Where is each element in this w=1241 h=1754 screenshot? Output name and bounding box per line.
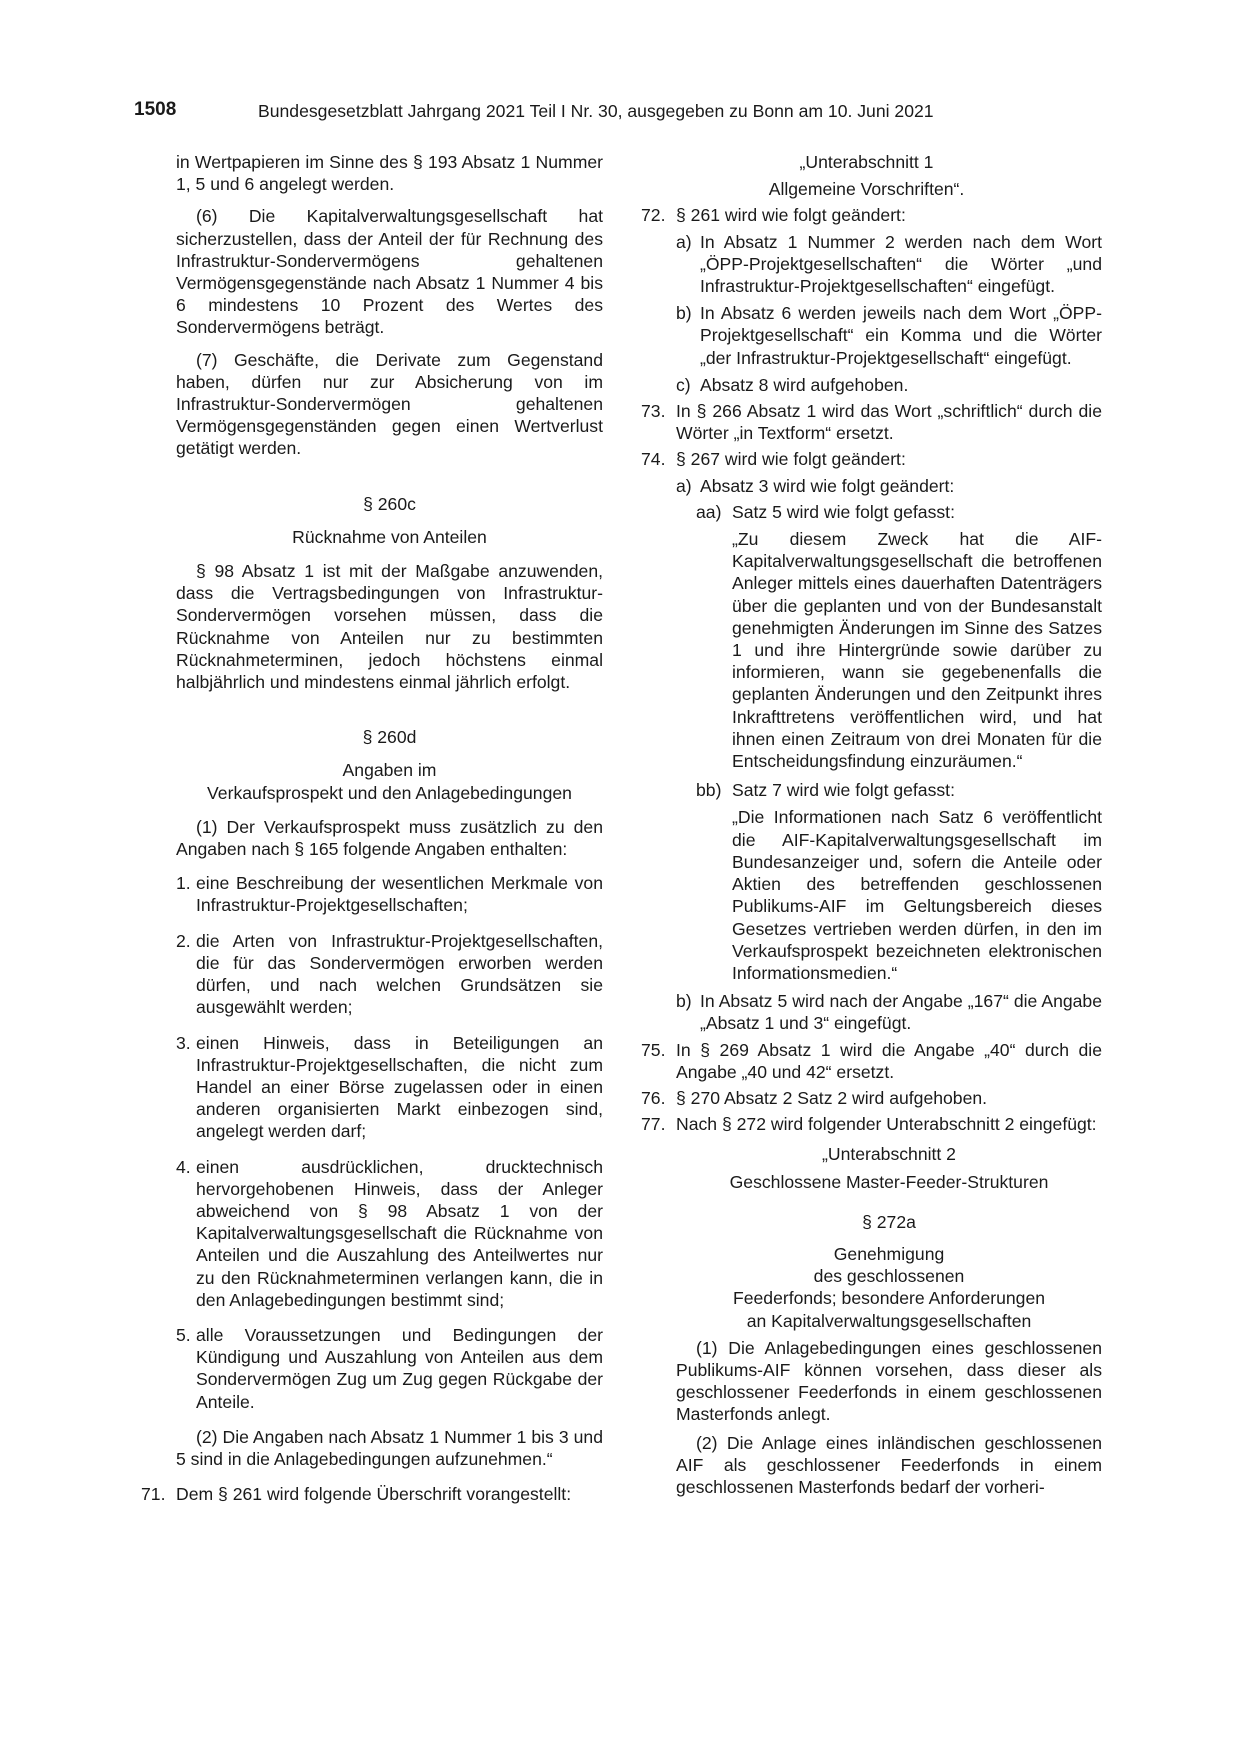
page-number: 1508 — [134, 99, 177, 120]
subsection-1-heading-line1: „Unterabschnitt 1 — [799, 152, 934, 172]
amendment-number: 76. — [641, 1087, 666, 1108]
amendment-item-74aa — [676, 501, 1102, 523]
sub-sub-item-letter: aa) — [696, 501, 722, 522]
list-item-number: 5. — [176, 1324, 191, 1345]
list-item-text: einen Hinweis, dass in Beteiligungen an Infrastruktur-Projektgesellschaften, die nicht zum Handel an einer Börse zugelassen oder in einen anderen organisierten Markt einbezogen sind, angelegt werden darf; — [196, 1032, 603, 1142]
amendment-item-74bb — [676, 779, 1102, 801]
amendment-text: Nach § 272 wird folgender Unterabschnitt 2 eingefügt: — [676, 1114, 1097, 1135]
amendment-item-77 — [641, 1113, 1102, 1135]
sub-item-text: In Absatz 5 wird nach der Angabe „167“ die Angabe „Absatz 1 und 3“ eingefügt. — [700, 991, 1102, 1034]
amendment-item-71 — [141, 1483, 603, 1505]
sub-sub-item-letter: bb) — [696, 780, 722, 801]
amendment-item-74b — [676, 990, 1102, 1034]
list-item-number: 1. — [176, 873, 191, 894]
amendment-number: 74. — [641, 449, 666, 470]
amendment-number: 77. — [641, 1114, 666, 1135]
amendment-text: § 270 Absatz 2 Satz 2 wird aufgehoben. — [676, 1087, 988, 1108]
list-item — [176, 1324, 603, 1413]
quoted-text-bb: „Die Informationen nach Satz 6 veröffentlicht die AIF-Kapitalverwaltungsgesellschaft im Bundesanzeiger und, sofern die Anteile oder Aktien des betreffenden geschlossenen Publikums-AIF im Geltungsbereich dieses Gesetzes vertrieben werden dürfen, in den im Verkaufsprospekt bezeichneten elektronischen Informationsmedien.“ — [732, 807, 1102, 983]
section-272a-title-line4: an Kapitalverwaltungsgesellschaften — [746, 1310, 1032, 1331]
sub-item-text: Absatz 8 wird aufgehoben. — [700, 374, 909, 395]
sub-item-letter: a) — [676, 231, 692, 252]
list-item — [176, 1156, 603, 1311]
list-item-text: alle Voraussetzungen und Bedingungen der Kündigung und Auszahlung von Anteilen aus dem Sondervermögen Zug um Zug gegen Rückgabe der Anteile. — [196, 1324, 603, 1412]
amendment-text: § 267 wird wie folgt geändert: — [676, 449, 906, 470]
sub-item-letter: b) — [676, 303, 692, 324]
amendment-item-72b — [676, 302, 1102, 369]
sub-sub-item-text: Satz 5 wird wie folgt gefasst: — [732, 501, 955, 522]
list-item-text: eine Beschreibung der wesentlichen Merkmale von Infrastruktur-Projektgesellschaften; — [196, 873, 603, 916]
sub-sub-item-text: Satz 7 wird wie folgt gefasst: — [732, 780, 955, 801]
amendment-text: § 261 wird wie folgt geändert: — [676, 205, 906, 226]
amendment-number: 73. — [641, 401, 666, 422]
section-260c-title: Rücknahme von Anteilen — [292, 526, 487, 547]
amendment-item-74a — [676, 475, 1102, 497]
section-260d-number: § 260d — [362, 727, 417, 748]
paragraph-6: (6) Die Kapitalverwaltungsgesellschaft hat sicherzustellen, dass der Anteil der für Rechnung des Infrastruktur-Sondervermögens gehaltenen Vermögensgegenstände nach Absatz 1 Nummer 4 bis 6 mindestens 10 Prozent des Wertes des Sondervermögens beträgt. — [176, 206, 603, 338]
section-260c-text: § 98 Absatz 1 ist mit der Maßgabe anzuwenden, dass die Vertragsbedingungen von Infrastruktur-Sondervermögen vorsehen müssen, dass die Rücknahme von Anteilen nur zu bestimmten Rücknahmeterminen, jedoch höchstens einmal halbjährlich und mindestens einmal jährlich erfolgt. — [176, 561, 603, 693]
section-260d-paragraph-1: (1) Der Verkaufsprospekt muss zusätzlich zu den Angaben nach § 165 folgende Angaben enthalten: — [176, 816, 603, 860]
section-260d-title-line1: Angaben im — [342, 760, 437, 781]
subsection-2-heading-line1: „Unterabschnitt 2 — [822, 1144, 956, 1165]
numbered-list — [176, 872, 603, 1412]
section-272a-title-line3: Feederfonds; besondere Anforderungen — [732, 1288, 1046, 1309]
sub-item-text: Absatz 3 wird wie folgt geändert: — [700, 475, 955, 496]
list-item — [176, 930, 603, 1019]
section-272a-paragraph-2: (2) Die Anlage eines inländischen geschlossenen AIF als geschlossener Feederfonds in einem geschlossenen Masterfonds bedarf der vorheri- — [676, 1432, 1102, 1497]
list-item-number: 4. — [176, 1156, 191, 1177]
list-item-number: 2. — [176, 930, 191, 951]
continuation-paragraph: in Wertpapieren im Sinne des § 193 Absatz 1 Nummer 1, 5 und 6 angelegt werden. — [176, 152, 603, 195]
left-column — [141, 151, 603, 1505]
amendment-text: In § 266 Absatz 1 wird das Wort „schriftlich“ durch die Wörter „in Textform“ ersetzt. — [676, 401, 1102, 444]
amendment-item-73 — [641, 400, 1102, 444]
amendment-item-72 — [641, 204, 1102, 226]
sub-item-letter: b) — [676, 991, 692, 1012]
amendment-item-72a — [676, 231, 1102, 298]
section-272a-title-line2: des geschlossenen — [813, 1266, 965, 1287]
sub-item-letter: c) — [676, 374, 691, 395]
list-item-text: einen ausdrücklichen, drucktechnisch hervorgehobenen Hinweis, dass der Anleger abweichend von § 98 Absatz 1 von der Kapitalverwaltungsgesellschaft die Rücknahme von Anteilen und die Auszahlung des Anteilwertes nur zu den Rücknahmeterminen verlangen kann, die in den Anlagebedingungen bestimmt sind; — [196, 1156, 603, 1310]
section-260c-number: § 260c — [363, 493, 416, 514]
amendment-number: 71. — [141, 1484, 166, 1505]
amendment-text: Dem § 261 wird folgende Überschrift vorangestellt: — [176, 1484, 572, 1505]
section-260d-paragraph-2: (2) Die Angaben nach Absatz 1 Nummer 1 bis 3 und 5 sind in die Anlagebedingungen aufzunehmen.“ — [176, 1426, 603, 1469]
right-column — [641, 151, 1102, 1498]
section-260d-title-line2: Verkaufsprospekt und den Anlagebedingungen — [207, 782, 572, 803]
sub-item-text: In Absatz 6 werden jeweils nach dem Wort „ÖPP-Projektgesellschaft“ ein Komma und die Wörter „der Infrastruktur-Projektgesellschaft“ eingefügt. — [700, 303, 1102, 368]
section-272a-number: § 272a — [862, 1211, 916, 1232]
sub-item-letter: a) — [676, 475, 692, 496]
section-272a-paragraph-1: (1) Die Anlagebedingungen eines geschlossenen Publikums-AIF können vorsehen, dass dieser als geschlossener Feederfonds in einem geschlossenen Masterfonds anlegt. — [676, 1337, 1102, 1425]
sub-item-text: In Absatz 1 Nummer 2 werden nach dem Wort „ÖPP-Projektgesellschaften“ die Wörter „und Infrastruktur-Projektgesellschaften“ eingefügt. — [700, 231, 1102, 297]
paragraph-7: (7) Geschäfte, die Derivate zum Gegenstand haben, dürfen nur zur Absicherung von im Infrastruktur-Sondervermögen gehaltenen Vermögensgegenständen gegen einen Wertverlust getätigt werden. — [176, 349, 603, 459]
list-item — [176, 1032, 603, 1143]
running-head: Bundesgesetzblatt Jahrgang 2021 Teil I Nr. 30, ausgegeben zu Bonn am 10. Juni 2021 — [258, 101, 934, 121]
amendment-number: 75. — [641, 1039, 666, 1060]
quoted-text-aa: „Zu diesem Zweck hat die AIF-Kapitalverwaltungsgesellschaft die betroffenen Anleger mittels eines dauerhaften Datenträgers über die geplanten und von der Bundesanstalt genehmigten Änderungen im Sinne des Satzes 1 und ihre Hintergründe sowie darüber zu informieren, wann sie gegebenenfalls die geplanten Änderungen und den Zeitpunkt ihres Inkrafttretens veröffentlichen wird, und hat ihnen einen Zeitraum von drei Monaten für die Entscheidungsfindung einzuräumen.“ — [732, 529, 1102, 772]
amendment-number: 72. — [641, 205, 666, 226]
amendment-text: In § 269 Absatz 1 wird die Angabe „40“ durch die Angabe „40 und 42“ ersetzt. — [676, 1039, 1102, 1082]
list-item-number: 3. — [176, 1032, 191, 1053]
list-item-text: die Arten von Infrastruktur-Projektgesellschaften, die für das Sondervermögen erworben werden dürfen, und nach welchen Grundsätzen sie ausgewählt werden; — [196, 930, 603, 1018]
amendment-item-74 — [641, 448, 1102, 470]
list-item — [176, 872, 603, 916]
section-272a-title-line1: Genehmigung — [833, 1243, 945, 1264]
amendment-item-72c — [676, 374, 1102, 396]
amendment-item-75 — [641, 1039, 1102, 1083]
subsection-1-heading-line2: Allgemeine Vorschriften“. — [768, 179, 965, 200]
amendment-item-76 — [641, 1087, 1102, 1109]
subsection-2-heading-line2: Geschlossene Master-Feeder-Strukturen — [729, 1171, 1049, 1192]
